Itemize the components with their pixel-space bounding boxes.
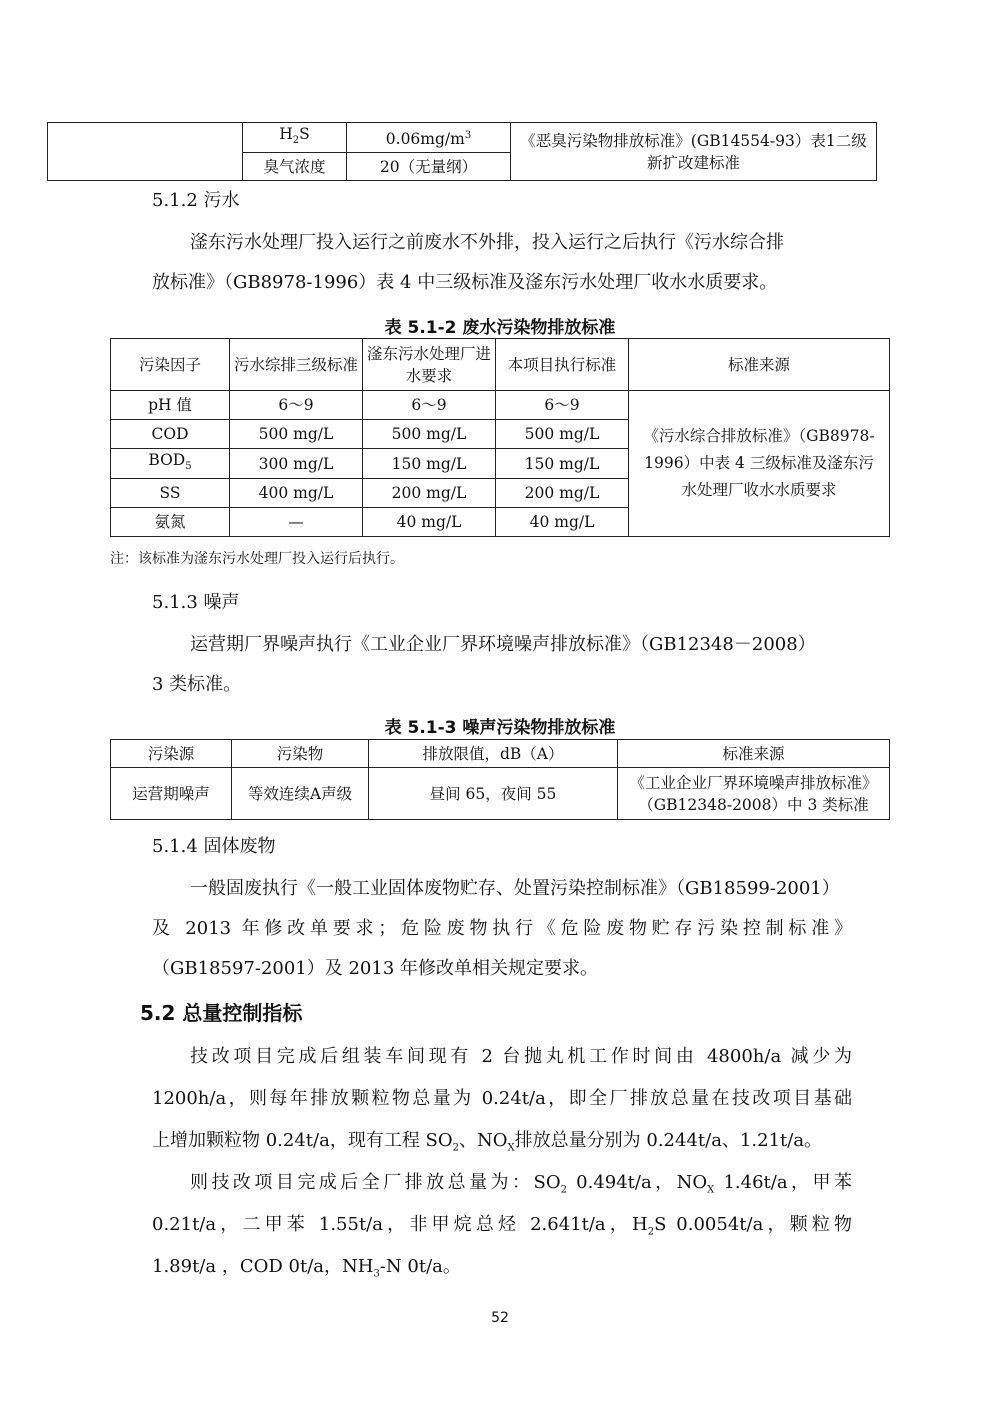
paragraph-line: 一般固废执行《一般工业固体废物贮存、处置污染控制标准》（GB18599-2001） bbox=[190, 878, 840, 899]
paragraph-line: 及 2013 年修改单要求；危险废物执行《危险废物贮存污染控制标准》 bbox=[152, 918, 852, 939]
header-cell: 滏东污水处理厂进水要求 bbox=[363, 339, 496, 391]
table-cell: 300 mg/L bbox=[230, 449, 363, 479]
odor-value-h2s: $0.06mg/m^3$ bbox=[347, 123, 511, 153]
paragraph-line: 上增加颗粒物 0.24t/a，现有工程 $SO_2$、$NO_X$排放总量分别为 0.244t/a、1.21t/a。 bbox=[152, 1130, 823, 1154]
paragraph-line: 则技改项目完成后全厂排放总量为：$SO_2$ 0.494t/a，$NO_X$ 1.46t/a，甲苯 bbox=[190, 1172, 852, 1196]
table-cell: 400 mg/L bbox=[230, 479, 363, 508]
section-heading-5-2: 5.2 总量控制指标 bbox=[140, 1001, 303, 1025]
odor-factor: 臭气浓度 bbox=[243, 153, 347, 181]
section-heading-5-1-3: 5.1.3 噪声 bbox=[152, 592, 240, 613]
table-cell: 150 mg/L bbox=[496, 449, 629, 479]
wastewater-standard-table bbox=[110, 338, 890, 537]
table-cell: 500 mg/L bbox=[496, 420, 629, 449]
table-cell: 150 mg/L bbox=[363, 449, 496, 479]
odor-source: 《恶臭污染物排放标准》(GB14554-93）表1二级新扩改建标准 bbox=[511, 123, 877, 181]
odor-factor-h2s: $H_2S$ bbox=[243, 123, 347, 153]
odor-value: 20（无量纲） bbox=[347, 153, 511, 181]
table-cell: 等效连续A声级 bbox=[232, 768, 369, 820]
table-cell: 氨氮 bbox=[111, 508, 230, 537]
table-caption: 表 5.1-3 噪声污染物排放标准 bbox=[384, 718, 616, 738]
page-number: 52 bbox=[491, 1310, 509, 1326]
table-cell: 6～9 bbox=[363, 391, 496, 420]
paragraph-line: 运营期厂界噪声执行《工业企业厂界环境噪声排放标准》（GB12348－2008） bbox=[190, 634, 816, 655]
section-heading-5-1-4: 5.1.4 固体废物 bbox=[152, 836, 276, 857]
paragraph-line: 放标准》（GB8978-1996）表 4 中三级标准及滏东污水处理厂收水水质要求。 bbox=[152, 272, 778, 293]
paragraph-line: 3 类标准。 bbox=[152, 674, 242, 695]
paragraph-line: 滏东污水处理厂投入运行之前废水不外排，投入运行之后执行《污水综合排 bbox=[190, 232, 784, 253]
section-heading-5-1-2: 5.1.2 污水 bbox=[152, 190, 240, 211]
noise-standard-table bbox=[110, 739, 890, 820]
table-cell: $BOD_5$ bbox=[111, 449, 230, 479]
paragraph-line: 1200h/a，则每年排放颗粒物总量为 0.24t/a，即全厂排放总量在技改项目基础 bbox=[152, 1088, 852, 1109]
paragraph-line: 1.89t/a ，COD 0t/a，$NH_3-N$ 0t/a。 bbox=[152, 1256, 461, 1280]
header-cell: 污水综排三级标准 bbox=[230, 339, 363, 391]
table-cell: 500 mg/L bbox=[363, 420, 496, 449]
header-cell: 本项目执行标准 bbox=[496, 339, 629, 391]
standard-source-cell: 《污水综合排放标准》（GB8978-1996）中表 4 三级标准及滏东污水处理厂收水水质要求 bbox=[629, 391, 890, 537]
empty-cell bbox=[48, 123, 243, 181]
odor-standard-table bbox=[47, 122, 877, 181]
paragraph-line: 0.21t/a，二甲苯 1.55t/a，非甲烷总烃 2.641t/a，$H_2S$ 0.0054t/a，颗粒物 bbox=[152, 1214, 852, 1238]
table-caption: 表 5.1-2 废水污染物排放标准 bbox=[384, 318, 616, 338]
table-cell: 《工业企业厂界环境噪声排放标准》（GB12348-2008）中 3 类标准 bbox=[618, 768, 890, 820]
table-cell: 6～9 bbox=[496, 391, 629, 420]
table-cell: 200 mg/L bbox=[363, 479, 496, 508]
table-cell: SS bbox=[111, 479, 230, 508]
header-cell: 污染因子 bbox=[111, 339, 230, 391]
table-cell: 昼间 65，夜间 55 bbox=[369, 768, 618, 820]
table-cell: 运营期噪声 bbox=[111, 768, 232, 820]
header-cell: 排放限值，dB（A） bbox=[369, 740, 618, 768]
table-cell: 40 mg/L bbox=[496, 508, 629, 537]
header-cell: 标准来源 bbox=[618, 740, 890, 768]
table-cell: COD bbox=[111, 420, 230, 449]
header-cell: 标准来源 bbox=[629, 339, 890, 391]
table-cell: 40 mg/L bbox=[363, 508, 496, 537]
table-cell: 200 mg/L bbox=[496, 479, 629, 508]
table-cell: 500 mg/L bbox=[230, 420, 363, 449]
header-cell: 污染物 bbox=[232, 740, 369, 768]
paragraph-line: 技改项目完成后组装车间现有 2 台抛丸机工作时间由 4800h/a 减少为 bbox=[190, 1046, 852, 1067]
header-cell: 污染源 bbox=[111, 740, 232, 768]
table-cell: pH 值 bbox=[111, 391, 230, 420]
table-note: 注：该标准为滏东污水处理厂投入运行后执行。 bbox=[110, 551, 404, 567]
paragraph-line: （GB18597-2001）及 2013 年修改单相关规定要求。 bbox=[152, 958, 599, 979]
table-cell: — bbox=[230, 508, 363, 537]
table-cell: 6～9 bbox=[230, 391, 363, 420]
